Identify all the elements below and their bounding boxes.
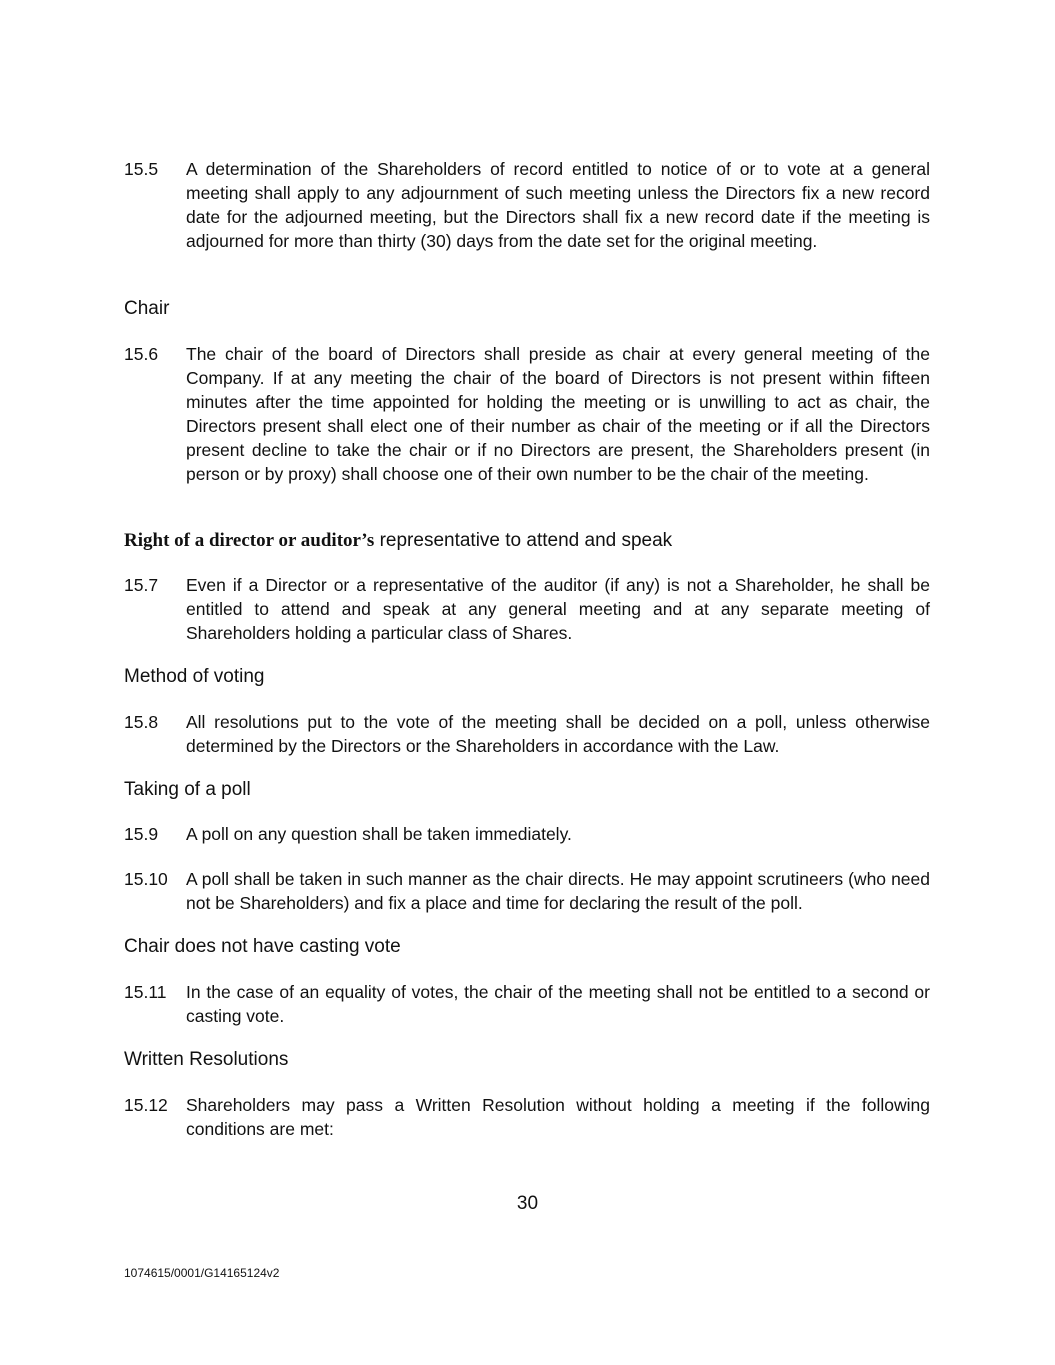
clause-text: A poll on any question shall be taken immediately. xyxy=(186,824,572,844)
clause-number: 15.11 xyxy=(124,982,167,1002)
clause-number: 15.10 xyxy=(124,869,168,889)
heading-method-of-voting: Method of voting xyxy=(124,666,265,687)
document-reference: 1074615/0001/G14165124v2 xyxy=(124,1266,280,1280)
clause-15-11 xyxy=(124,980,930,1028)
clause-text: A poll shall be taken in such manner as the chair directs. He may appoint scrutineers (who need not be Shareholders) and fix a place and time for declaring the result of the poll. xyxy=(186,869,930,913)
clause-number: 15.12 xyxy=(124,1095,168,1115)
clause-number: 15.9 xyxy=(124,824,159,844)
clause-text: All resolutions put to the vote of the meeting shall be decided on a poll, unless otherwise determined by the Directors or the Shareholders in accordance with the Law. xyxy=(186,712,930,756)
page-number: 30 xyxy=(516,1193,539,1214)
clause-15-9 xyxy=(124,822,930,846)
heading-taking-of-a-poll: Taking of a poll xyxy=(124,779,251,800)
clause-number: 15.8 xyxy=(124,712,159,732)
clause-15-8 xyxy=(124,710,930,758)
clause-text: Shareholders may pass a Written Resolution without holding a meeting if the following conditions are met: xyxy=(186,1095,930,1139)
heading-regular-part: representative to attend and speak xyxy=(374,530,673,551)
clause-number: 15.5 xyxy=(124,159,159,179)
clause-15-6 xyxy=(124,342,930,486)
clause-15-5 xyxy=(124,157,930,253)
heading-right-to-attend xyxy=(124,529,672,553)
heading-bold-part: Right of a director or auditor’s xyxy=(124,530,375,551)
clause-number: 15.6 xyxy=(124,344,159,364)
heading-chair: Chair xyxy=(124,298,170,319)
clause-15-10 xyxy=(124,867,930,915)
clause-15-12 xyxy=(124,1093,930,1141)
heading-written-resolutions: Written Resolutions xyxy=(124,1049,289,1070)
clause-text: Even if a Director or a representative of the auditor (if any) is not a Shareholder, he shall be entitled to attend and speak at any general meeting and at any separate meeting of Shareholders holding a particular class of Shares. xyxy=(186,575,930,643)
clause-number: 15.7 xyxy=(124,575,159,595)
heading-no-casting-vote: Chair does not have casting vote xyxy=(124,936,401,957)
clause-text: A determination of the Shareholders of record entitled to notice of or to vote at a general meeting shall apply to any adjournment of such meeting unless the Directors fix a new record date for the adjourned meeting, but the Directors shall fix a new record date if the meeting is adjourned for more than thirty (30) days from the date set for the original meeting. xyxy=(186,159,930,251)
clause-text: In the case of an equality of votes, the chair of the meeting shall not be entitled to a second or casting vote. xyxy=(186,982,930,1026)
clause-text: The chair of the board of Directors shall preside as chair at every general meeting of the Company. If at any meeting the chair of the board of Directors is not present within fifteen minutes after the time appointed for holding the meeting or is unwilling to act as chair, the Directors present shall elect one of their number as chair of the meeting or if all the Directors present decline to take the chair or if no Directors are present, the Shareholders present (in person or by proxy) shall choose one of their own number to be the chair of the meeting. xyxy=(186,344,930,484)
clause-15-7 xyxy=(124,573,930,645)
